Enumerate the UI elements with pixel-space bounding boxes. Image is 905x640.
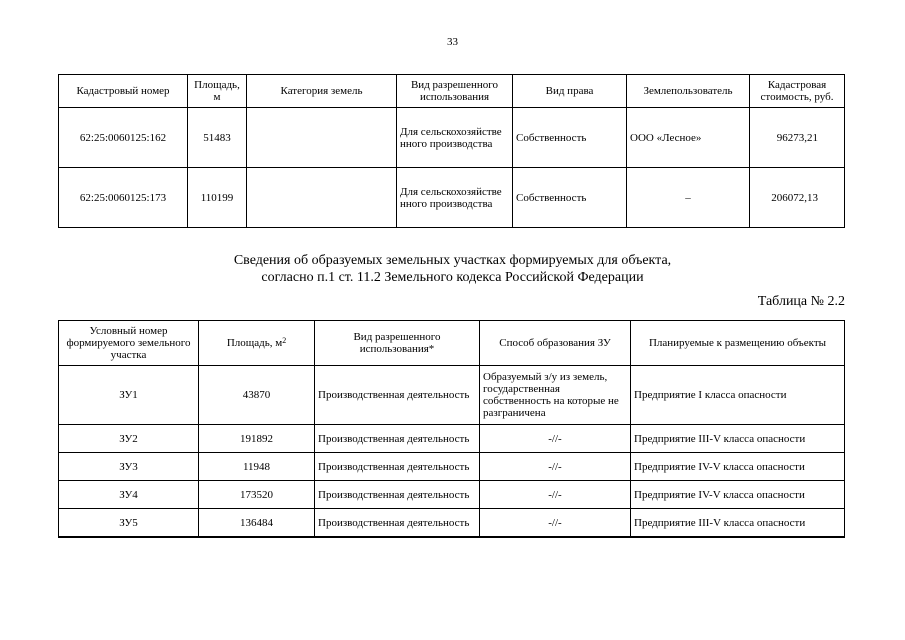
cell-permitted-use: Для сельскохозяйстве нного производства [397, 168, 513, 228]
section-heading-line-2: согласно п.1 ст. 11.2 Земельного кодекса Российской Федерации [261, 270, 644, 285]
cell-planned-objects: Предприятие III-V класса опасности [631, 509, 845, 538]
header-right-type: Вид права [513, 75, 627, 108]
table-row [59, 425, 845, 453]
table-row [59, 481, 845, 509]
cell-land-user: – [627, 168, 750, 228]
header-formation-method: Способ образования ЗУ [480, 321, 631, 366]
cell-area: 136484 [199, 509, 315, 538]
cell-permitted-use: Производственная деятельность [315, 366, 480, 425]
cell-plot-id: ЗУ2 [59, 425, 199, 453]
table-row [59, 366, 845, 425]
cell-area: 110199 [188, 168, 247, 228]
header-cadastral-value: Кадастровая стоимость, руб. [750, 75, 845, 108]
table-header-row [59, 321, 845, 366]
table-row [59, 108, 845, 168]
cell-planned-objects: Предприятие IV-V класса опасности [631, 453, 845, 481]
header-area-label: Площадь, м [226, 337, 283, 349]
header-land-user: Землепользователь [627, 75, 750, 108]
cell-land-category [247, 168, 397, 228]
cell-area: 43870 [199, 366, 315, 425]
cell-cadastral-value: 96273,21 [750, 108, 845, 168]
table-header-row [59, 75, 845, 108]
formed-plots-table [58, 320, 845, 538]
cell-plot-id: ЗУ1 [59, 366, 199, 425]
cell-permitted-use: Производственная деятельность [315, 481, 480, 509]
header-permitted-use: Вид разрешенного использования [397, 75, 513, 108]
cell-planned-objects: Предприятие I класса опасности [631, 366, 845, 425]
cell-formation-method: -//- [480, 453, 631, 481]
cell-plot-id: ЗУ5 [59, 509, 199, 538]
header-area [199, 321, 315, 366]
cell-right-type: Собственность [513, 168, 627, 228]
cell-formation-method: -//- [480, 481, 631, 509]
cell-plot-id: ЗУ3 [59, 453, 199, 481]
table-row [59, 168, 845, 228]
header-land-category: Категория земель [247, 75, 397, 108]
header-plot-id: Условный номер формируемого земельного участка [59, 321, 199, 366]
cell-area: 51483 [188, 108, 247, 168]
cell-formation-method: -//- [480, 425, 631, 453]
header-planned-objects: Планируемые к размещению объекты [631, 321, 845, 366]
cell-cadastral-value: 206072,13 [750, 168, 845, 228]
cell-land-category [247, 108, 397, 168]
table-row [59, 509, 845, 538]
area-unit-superscript: 2 [282, 336, 287, 345]
table-row [59, 453, 845, 481]
cell-permitted-use: Для сельскохозяйстве нного производства [397, 108, 513, 168]
table-caption: Таблица № 2.2 [757, 294, 845, 309]
cell-right-type: Собственность [513, 108, 627, 168]
header-cadastral-number: Кадастровый номер [59, 75, 188, 108]
cell-permitted-use: Производственная деятельность [315, 509, 480, 538]
cell-area: 173520 [199, 481, 315, 509]
cell-cadastral-number: 62:25:0060125:162 [59, 108, 188, 168]
section-heading-line-1: Сведения об образуемых земельных участках формируемых для объекта, [233, 253, 672, 268]
cell-land-user: ООО «Лесное» [627, 108, 750, 168]
cell-permitted-use: Производственная деятельность [315, 425, 480, 453]
cell-planned-objects: Предприятие IV-V класса опасности [631, 481, 845, 509]
cell-permitted-use: Производственная деятельность [315, 453, 480, 481]
cell-cadastral-number: 62:25:0060125:173 [59, 168, 188, 228]
cell-formation-method: -//- [480, 509, 631, 538]
header-permitted-use: Вид разрешенного использования* [315, 321, 480, 366]
cell-planned-objects: Предприятие III-V класса опасности [631, 425, 845, 453]
land-plots-table [58, 74, 845, 228]
cell-area: 191892 [199, 425, 315, 453]
header-area: Площадь, м [188, 75, 247, 108]
cell-area: 11948 [199, 453, 315, 481]
cell-plot-id: ЗУ4 [59, 481, 199, 509]
page-number: 33 [447, 36, 458, 48]
cell-formation-method: Образуемый з/у из земель, государственная собственность на которые не разграничена [480, 366, 631, 425]
